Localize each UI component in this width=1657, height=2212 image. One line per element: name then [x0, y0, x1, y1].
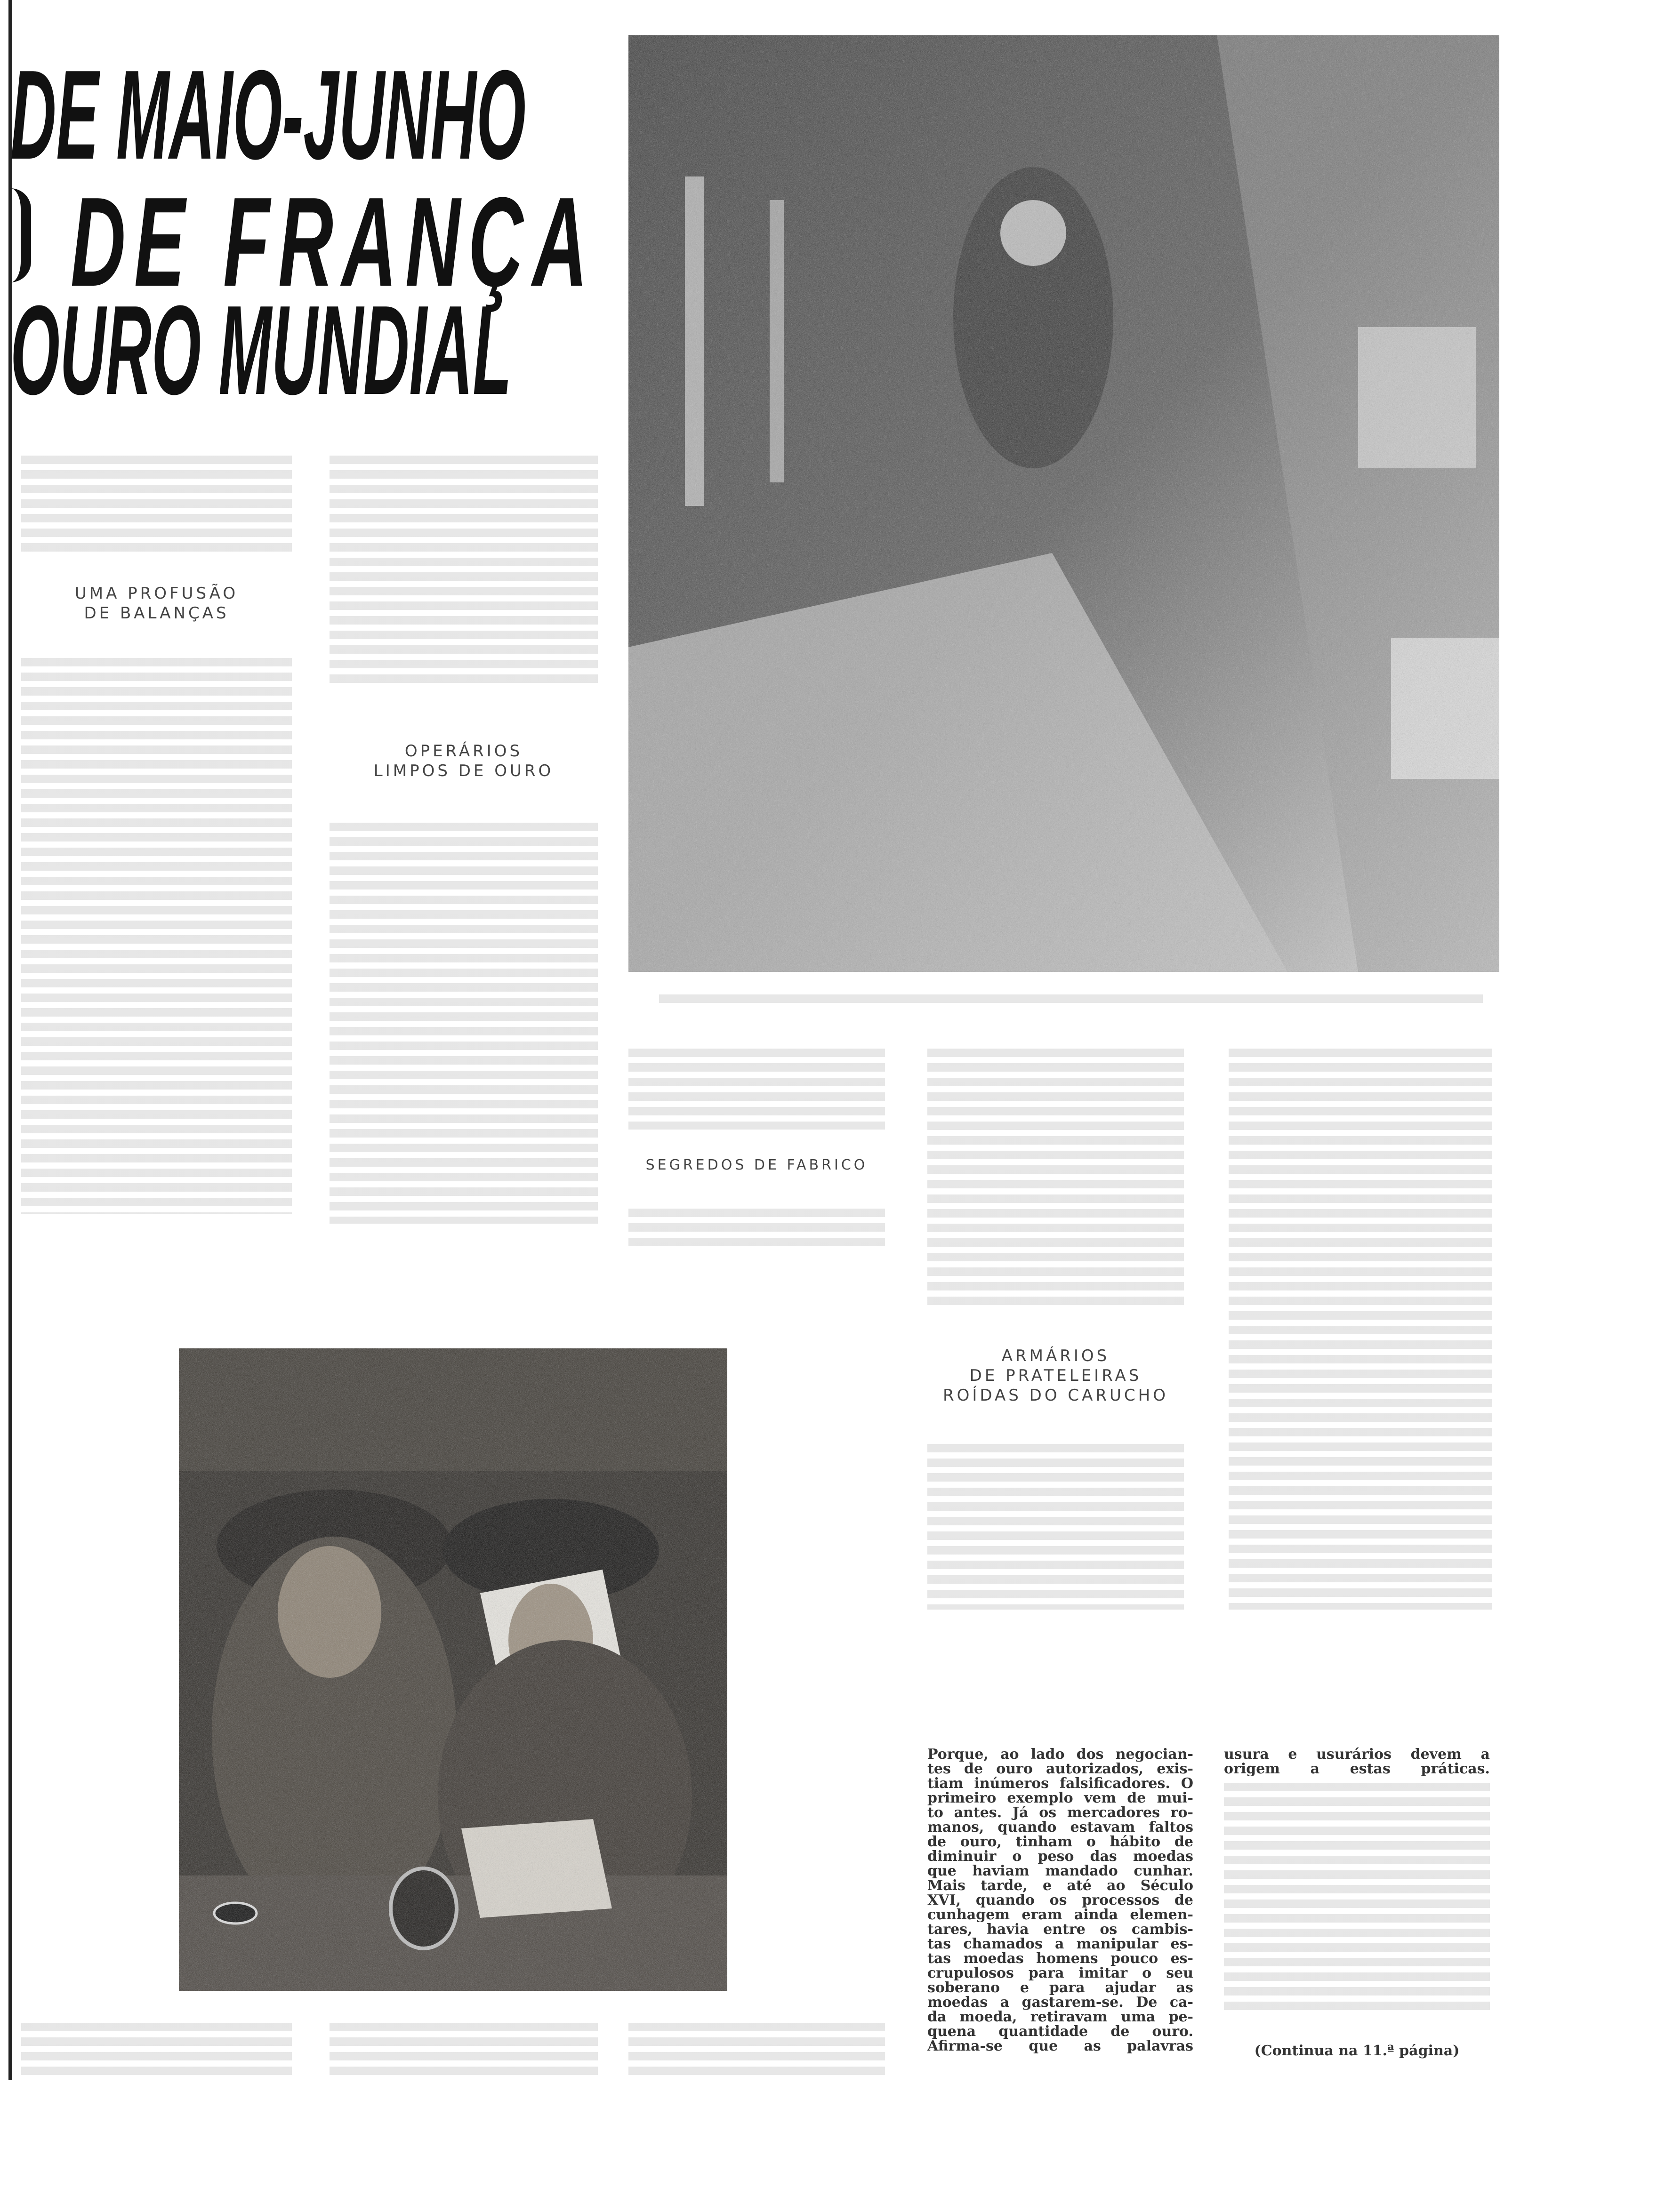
text-line: XVI, quando os processos de [927, 1893, 1193, 1907]
text-line: usura e usurários devem a [1224, 1747, 1490, 1762]
body-column-text [330, 452, 598, 687]
text-line: tes de ouro autorizados, exis- [927, 1762, 1193, 1776]
body-column-text [330, 819, 598, 1224]
text-line: que haviam mandado cunhar. [927, 1864, 1193, 1878]
headline-line-1: DE MAIO-JUNHO [10, 44, 526, 186]
headline-line-2: DE FRANÇA [71, 171, 596, 313]
text-line: to antes. Já os mercadores ro- [927, 1805, 1193, 1820]
text-line: tares, havia entre os cambis- [927, 1922, 1193, 1937]
text-line: da moeda, retiravam uma pe- [927, 2010, 1193, 2024]
text-line: Mais tarde, e até ao Século [927, 1878, 1193, 1893]
body-column-text [927, 1440, 1184, 1610]
text-line: quena quantidade de ouro. [927, 2024, 1193, 2039]
body-column-text [21, 654, 292, 1214]
article-column-end-b [1224, 1747, 1490, 1776]
body-column-text [21, 452, 292, 555]
text-line: crupulosos para imitar o seu [927, 1966, 1193, 1980]
text-line: cunhagem eram ainda elemen- [927, 1907, 1193, 1922]
body-column-text [628, 1205, 885, 1247]
subhead-armarios: ARMÁRIOS DE PRATELEIRAS ROÍDAS DO CARUCHO [943, 1346, 1168, 1405]
body-column-text [330, 2019, 598, 2076]
subhead-profusao: UMA PROFUSÃO DE BALANÇAS [74, 584, 239, 623]
text-line: diminuir o peso das moedas [927, 1849, 1193, 1864]
text-line: tas moedas homens pouco es- [927, 1951, 1193, 1966]
body-column-text [628, 2019, 885, 2076]
body-column-text [1224, 1779, 1490, 2014]
text-line: tas chamados a manipular es- [927, 1937, 1193, 1951]
article-column-end [927, 1747, 1193, 2053]
workshop-photo [628, 35, 1499, 972]
text-line: primeiro exemplo vem de mui- [927, 1791, 1193, 1805]
text-line: manos, quando estavam faltos [927, 1820, 1193, 1835]
text-line: de ouro, tinham o hábito de [927, 1835, 1193, 1849]
headline-clipped-glyph [10, 188, 31, 282]
body-column-text [1229, 1045, 1492, 1610]
text-line: Porque, ao lado dos negocian- [927, 1747, 1193, 1762]
text-line: Afirma-se que as palavras [927, 2039, 1193, 2053]
body-column-text [21, 2019, 292, 2076]
subhead-segredos: SEGREDOS DE FABRICO [645, 1157, 868, 1173]
text-line: tiam inúmeros falsificadores. O [927, 1776, 1193, 1791]
text-line: soberano e para ajudar as [927, 1980, 1193, 1995]
text-line: origem a estas práticas. [1224, 1762, 1490, 1776]
body-column-text [628, 1045, 885, 1130]
subhead-operarios: OPERÁRIOS LIMPOS DE OURO [373, 742, 554, 780]
photo-caption [659, 991, 1483, 1004]
moneylender-painting [179, 1348, 727, 1991]
headline-line-3: OURO MUNDIAL [10, 280, 512, 421]
body-column-text [927, 1045, 1184, 1308]
continued-note: (Continua na 11.ª página) [1254, 2043, 1460, 2059]
text-line: moedas a gastarem-se. De ca- [927, 1995, 1193, 2010]
